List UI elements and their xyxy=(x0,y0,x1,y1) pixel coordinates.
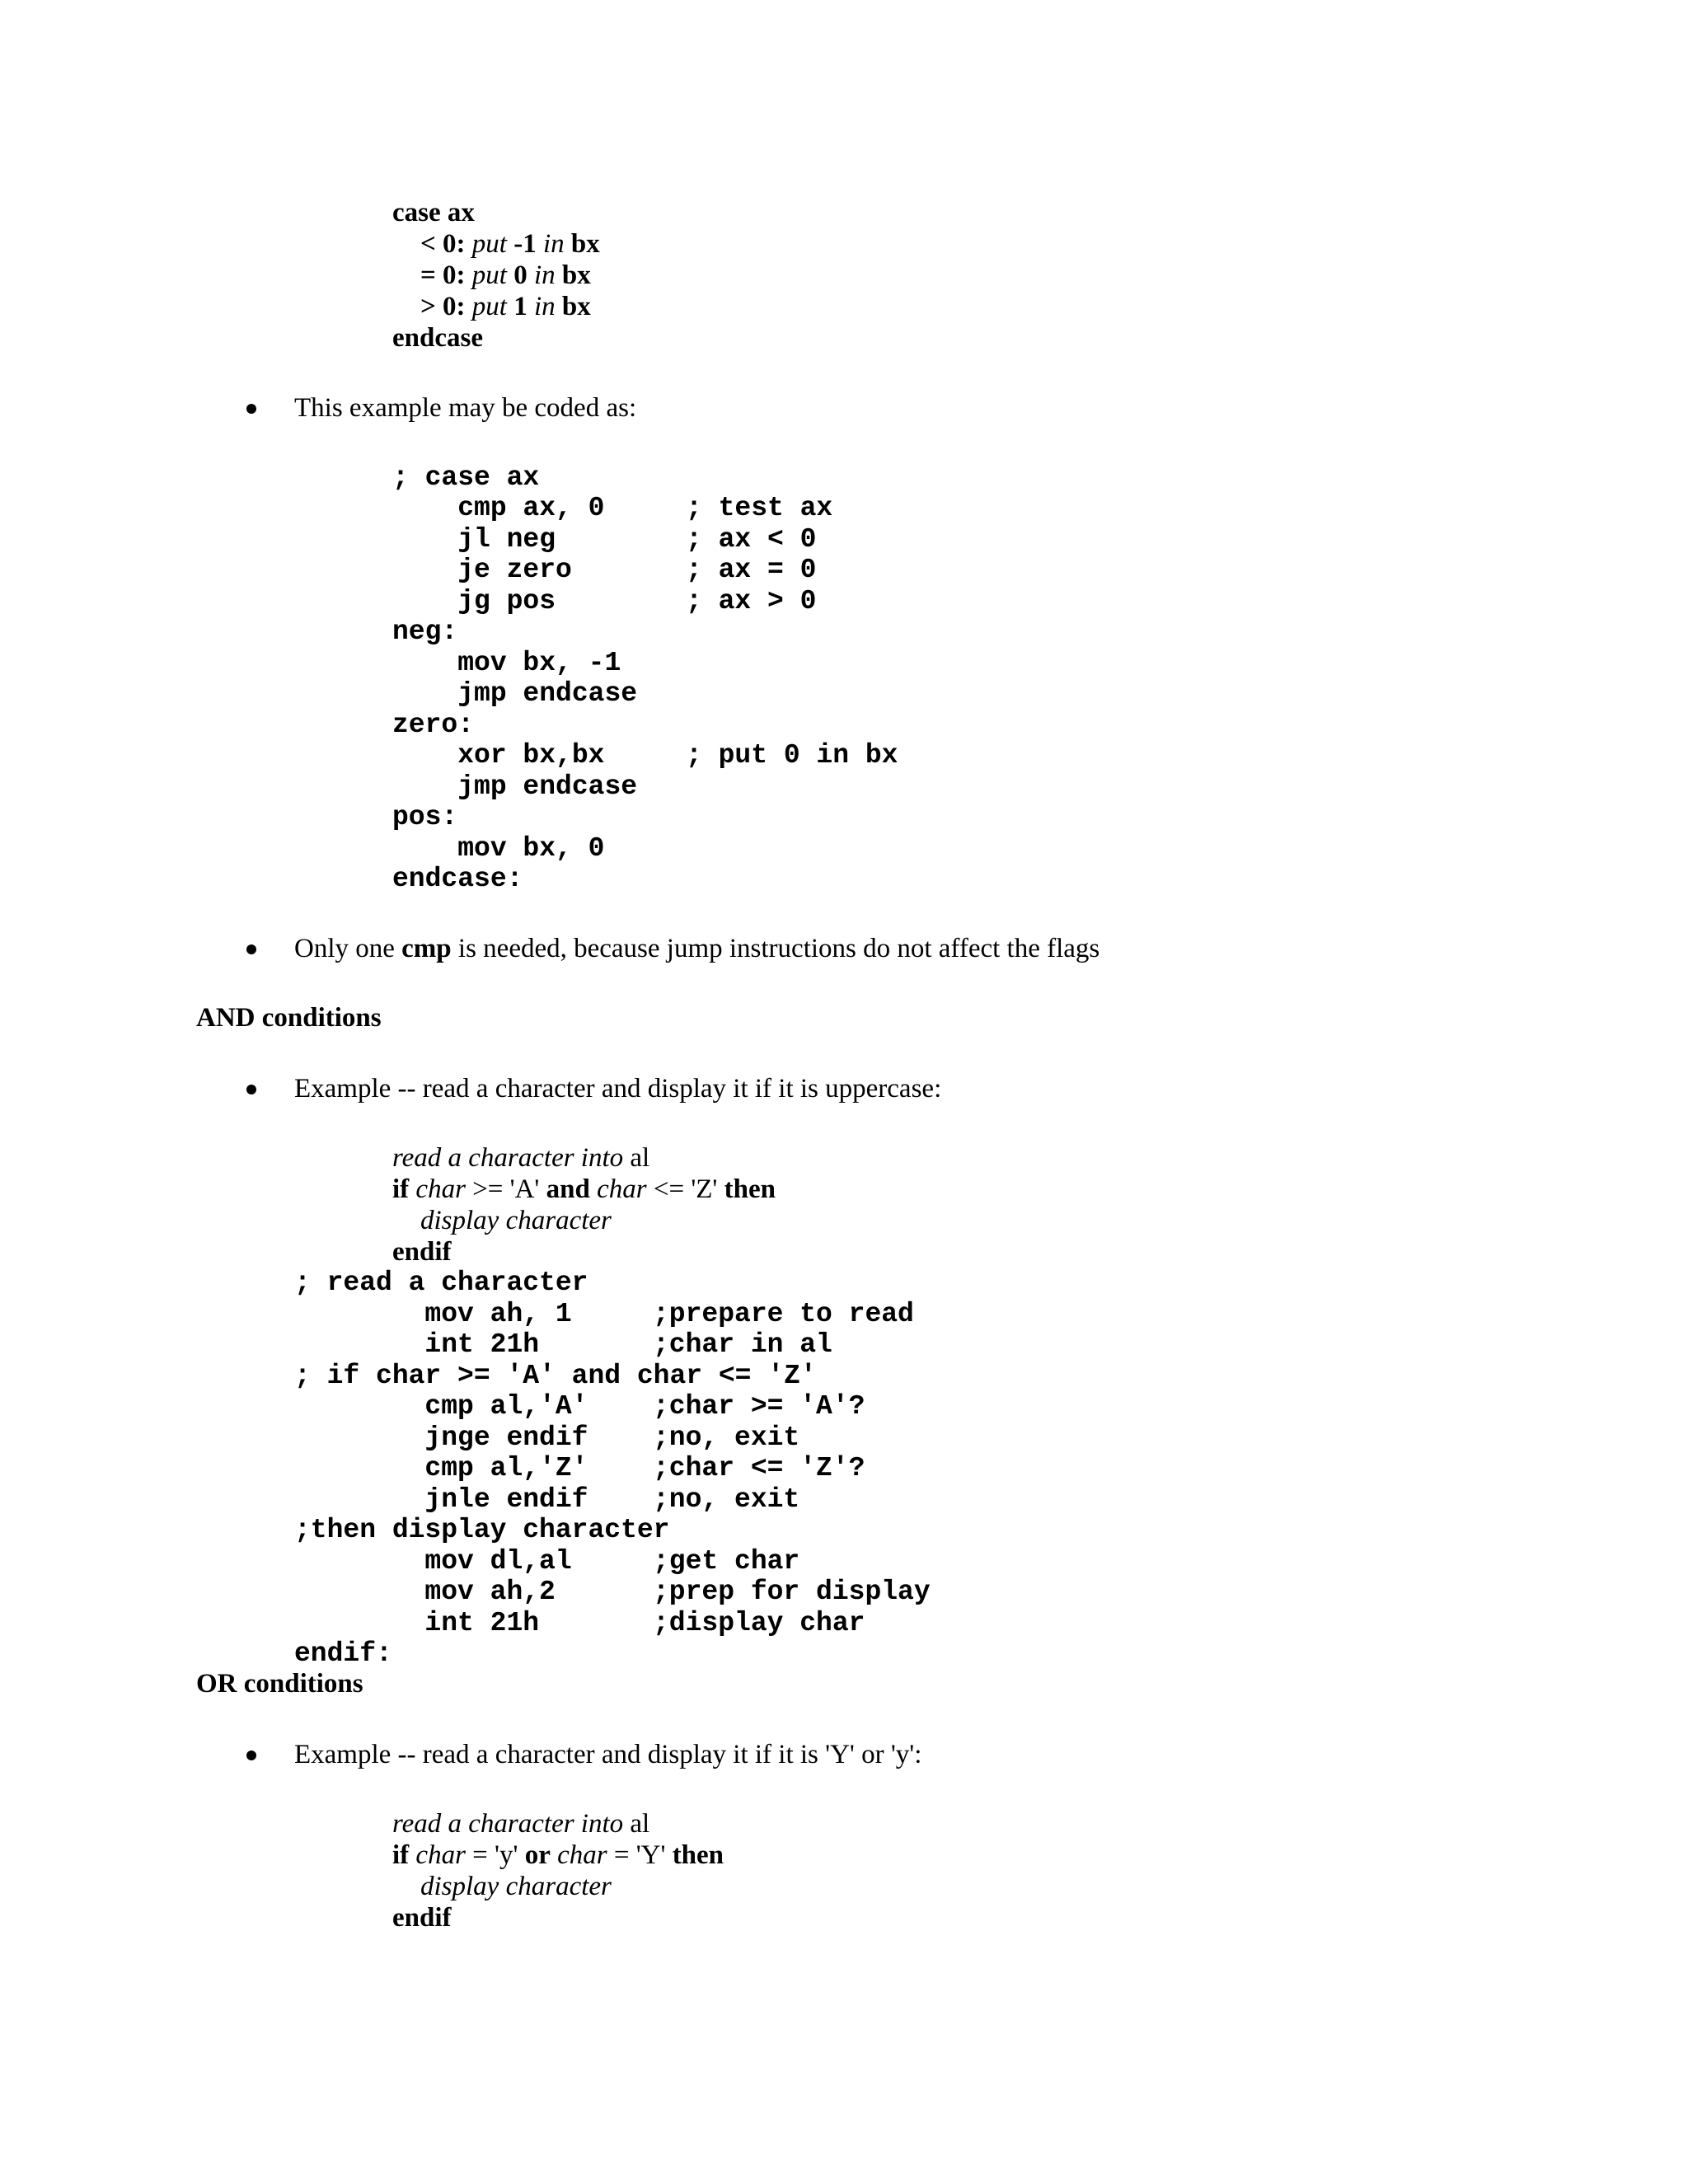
and-pseudo-endif: endif xyxy=(392,1237,452,1267)
case-keyword: case ax xyxy=(392,198,475,227)
code-comment: ;char >= 'A'? xyxy=(653,1391,865,1422)
code-line: int 21h xyxy=(294,1329,540,1360)
code-line: neg: xyxy=(392,616,458,647)
or-pseudo-endif: endif xyxy=(392,1903,452,1933)
code-comment: ;get char xyxy=(653,1546,800,1577)
code-comment: ;char in al xyxy=(653,1329,832,1360)
code-line: cmp al,'Z' xyxy=(294,1453,588,1483)
code-comment: ;display char xyxy=(653,1608,865,1638)
code-comment: ;prepare to read xyxy=(653,1299,914,1329)
code-comment: ; test ax xyxy=(686,493,833,523)
bullet-coded-as: This example may be coded as: xyxy=(294,393,637,423)
bullet-and-example: Example -- read a character and display it if it is uppercase: xyxy=(294,1074,942,1104)
code-line: mov bx, -1 xyxy=(392,648,621,678)
code-line: jmp endcase xyxy=(392,678,638,709)
or-pseudo-read: read a character into al xyxy=(392,1809,650,1839)
or-pseudo-if: if char = 'y' or char = 'Y' then xyxy=(392,1840,724,1870)
code-line: ; case ax xyxy=(392,462,540,493)
or-pseudo-display: display character xyxy=(420,1872,612,1901)
code-line: mov ah, 1 xyxy=(294,1299,572,1329)
code-comment: ; ax = 0 xyxy=(686,555,817,585)
heading-or-conditions: OR conditions xyxy=(196,1669,363,1699)
code-line: mov bx, 0 xyxy=(392,833,605,864)
code-comment: ; ax > 0 xyxy=(686,586,817,616)
code-line: pos: xyxy=(392,802,458,832)
code-line: cmp al,'A' xyxy=(294,1391,588,1422)
code-line: int 21h xyxy=(294,1608,540,1638)
code-comment: ; put 0 in bx xyxy=(686,740,898,771)
endcase-keyword: endcase xyxy=(392,323,483,353)
code-line: jmp endcase xyxy=(392,771,638,802)
code-comment: ;prep for display xyxy=(653,1577,931,1607)
code-line: jl neg xyxy=(392,524,556,555)
bullet-dot xyxy=(246,1750,256,1760)
code-line: zero: xyxy=(392,710,475,740)
code-line: ;then display character xyxy=(294,1515,670,1545)
code-comment: ; ax < 0 xyxy=(686,524,817,555)
case-row-zero: = 0: put 0 in bx xyxy=(420,260,591,290)
code-line: endcase: xyxy=(392,864,523,894)
code-comment: ;no, exit xyxy=(653,1422,800,1453)
code-line: mov ah,2 xyxy=(294,1577,556,1607)
and-pseudo-display: display character xyxy=(420,1206,612,1235)
code-line: xor bx,bx xyxy=(392,740,605,771)
and-pseudo-read: read a character into al xyxy=(392,1143,650,1173)
code-line: cmp ax, 0 xyxy=(392,493,605,523)
and-pseudo-if: if char >= 'A' and char <= 'Z' then xyxy=(392,1174,776,1204)
heading-and-conditions: AND conditions xyxy=(196,1003,382,1033)
code-line: jnge endif xyxy=(294,1422,588,1453)
code-comment: ;no, exit xyxy=(653,1484,800,1515)
code-line: endif: xyxy=(294,1638,392,1669)
code-comment: ;char <= 'Z'? xyxy=(653,1453,865,1483)
case-row-positive: > 0: put 1 in bx xyxy=(420,292,591,321)
code-line: ; read a character xyxy=(294,1268,588,1298)
code-line: mov dl,al xyxy=(294,1546,572,1577)
code-line: ; if char >= 'A' and char <= 'Z' xyxy=(294,1361,817,1391)
code-line: jg pos xyxy=(392,586,556,616)
bullet-or-example: Example -- read a character and display it if it is 'Y' or 'y': xyxy=(294,1740,922,1769)
bullet-dot xyxy=(246,944,256,954)
bullet-dot xyxy=(246,404,256,414)
case-row-negative: < 0: put -1 in bx xyxy=(420,229,600,259)
bullet-only-one-cmp: Only one cmp is needed, because jump instructions do not affect the flags xyxy=(294,934,1100,963)
code-line: jnle endif xyxy=(294,1484,588,1515)
bullet-dot xyxy=(246,1085,256,1094)
code-line: je zero xyxy=(392,555,572,585)
